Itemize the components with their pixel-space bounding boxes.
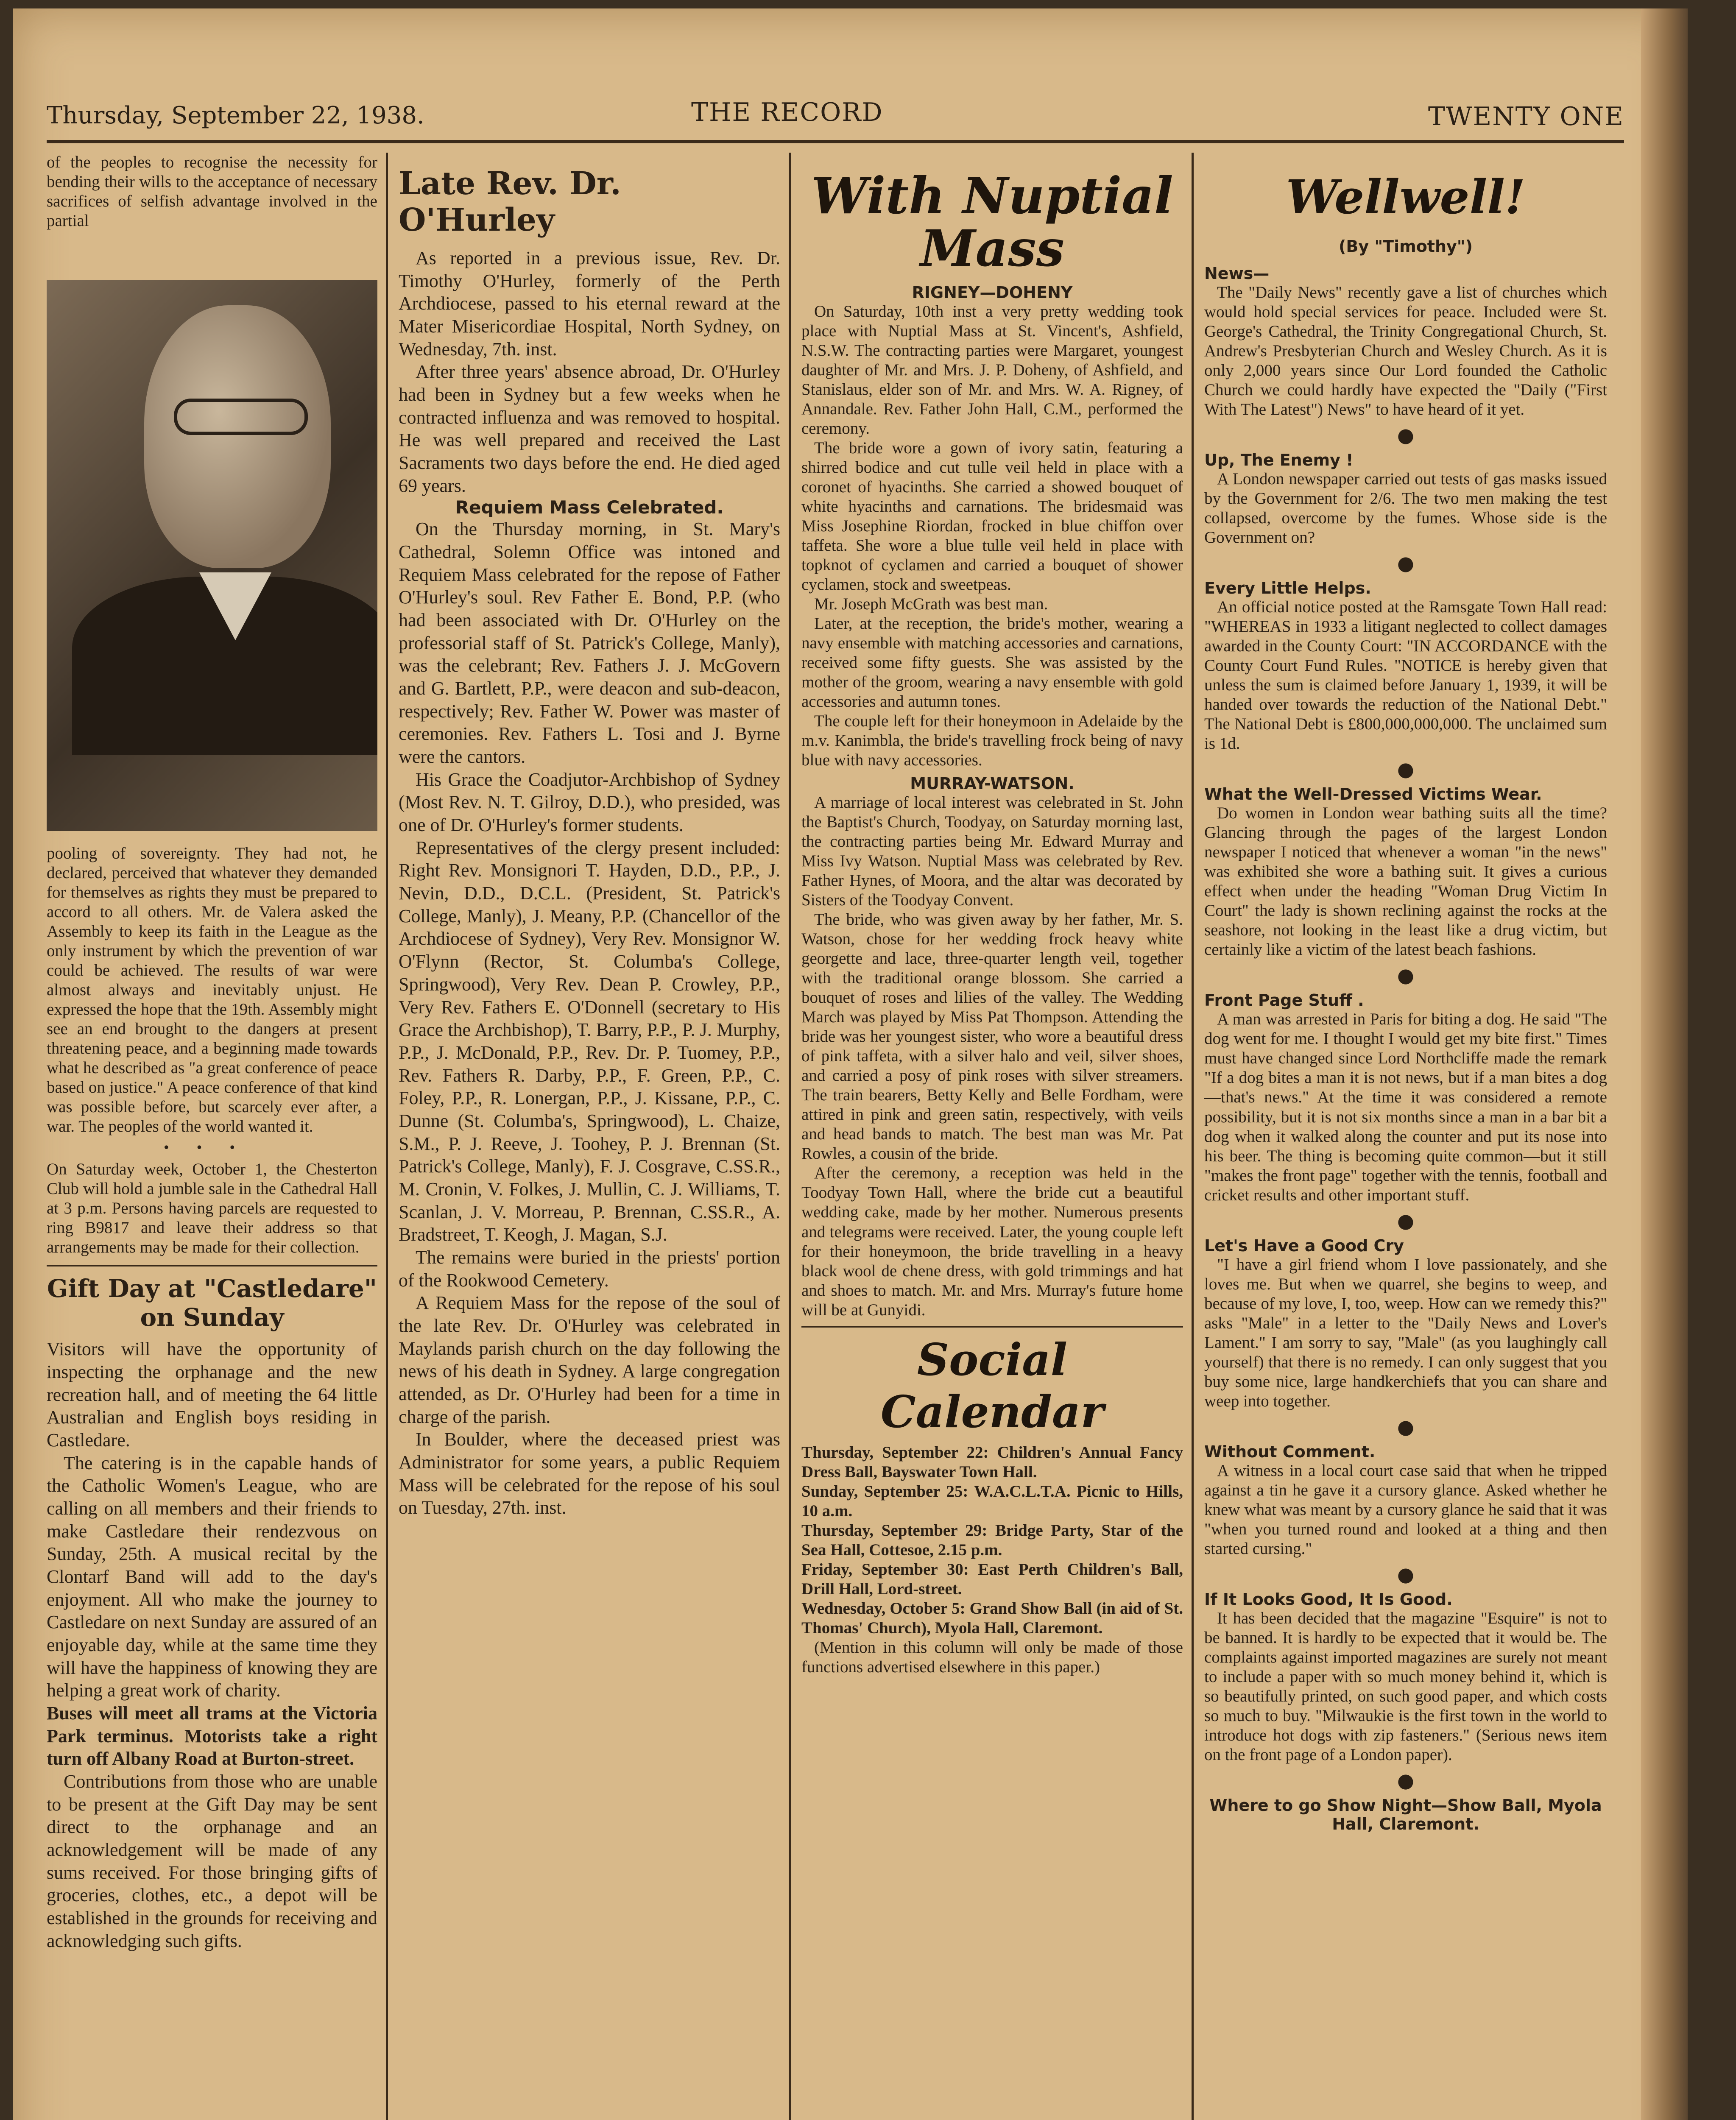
- wellwell-byline: (By "Timothy"): [1339, 237, 1473, 256]
- masthead-rule: [47, 140, 1624, 143]
- ohurley-text: His Grace the Coadjutor-Archbishop of Sydney (Most Rev. N. T. Gilroy, D.D.), who presided, was one of Dr. O'Hurley's former students.: [399, 769, 780, 836]
- gift-day-text: Contributions from those who are unable to be present at the Gift Day may be sent direct to the orphanage and an acknowledgement will be made of any sums received. For those bringing gifts of groceries, clothes, etc., a depot will be established in the grounds for receiving and acknowledging such gifts.: [47, 1771, 377, 1951]
- calendar-entry: Thursday, September 22: Children's Annual Fancy Dress Ball, Bayswater Town Hall.: [801, 1443, 1183, 1481]
- bullet-divider: ●: [1397, 424, 1415, 447]
- column-4: [1204, 165, 1607, 1833]
- nuptial-mass-headline: With Nuptial Mass: [811, 166, 1173, 278]
- wellwell-text: A London newspaper carried out tests of gas masks issued by the Government for 2/6. The two men making the test collapsed, overcome by the fumes. Whose side is the Government on?: [1204, 470, 1607, 547]
- wellwell-text: "I have a girl friend whom I love passionately, and she loves me. But when we quarrel, she begins to weep, and because of my love, I, too, weep. How can we remedy this?" asks "Male" in a letter to the "Daily News and Lover's Lament." I am sorry to say, "Male" (as you laughingly call yourself) that there is no remedy. I can only suggest that you buy some nice, large handkerchiefs that you can share and weep into together.: [1204, 1255, 1607, 1410]
- column-1: [47, 153, 377, 231]
- gift-day-headline: Gift Day at "Castledare": [47, 1274, 377, 1303]
- wellwell-text: The "Daily News" recently gave a list of churches which would hold special services for peace. Included were St. George's Cathedral, the Trinity Congregational Church, St. Andrew's Presbyterian Church and Wesley Church. As it is only 2,000 years since Our Lord founded the Catholic Church we could hardly have expected the "Daily ("First With The Latest") News" to have heard of it yet.: [1204, 283, 1607, 419]
- calendar-entry: Friday, September 30: East Perth Children's Ball, Drill Hall, Lord-street.: [801, 1560, 1183, 1598]
- article-text: of the peoples to recognise the necessity for bending their wills to the acceptance of necessary sacrifices of selfish advantage involved in the partial: [47, 153, 377, 230]
- ohurley-text: Representatives of the clergy present included: Right Rev. Monsignori T. Hayden, D.D., P.P., J. Nevin, D.D., D.C.L. (President, St. Patrick's College, Manly), J. Meany, P.P. (Chancellor of the Archdiocese of Sydney), Very Rev. Monsignor W. O'Flynn (Rector, St. Columba's College, Springwood), Very Rev. Dean P. Crowley, P.P., Very Rev. Fathers E. O'Donnell (secretary to His Grace the Archbishop), T. Barry, P.P., P. J. Murphy, P.P., J. McDonald, P.P., Rev. Dr. P. Tuomey, P.P., Rev. Fathers R. Darby, P.P., F. Green, P.P., C. Foley, P.P., R. Lonergan, P.P., J. Kissane, P.P., C. Dunne (St. Columba's, Springwood), L. Chaize, S.M., P. J. Reeve, J. Toohey, P. J. Brennan (St. Patrick's College, Manly), F. J. Cosgrave, C.SS.R., M. Cronin, V. Folkes, J. Mullin, C. J. Williams, T. Scanlan, J. V. Morreau, P. Brennan, C.SS.R., A. Bradstreet, T. Keogh, J. Magan, S.J.: [399, 837, 780, 1245]
- wellwell-subhead: Front Page Stuff .: [1204, 991, 1364, 1010]
- wedding-text: After the ceremony, a reception was held in the Toodyay Town Hall, where the bride cut a beautiful wedding cake, made by her mother. Numerous presents and telegrams were received. Later, the young couple left for their honeymoon, the bride travelling in a heavy black wool de chene dress, with gold trimmings and hat and shoes to match. Mr. and Mrs. Murray's future home will be at Gunyidi.: [801, 1164, 1183, 1319]
- column-rule-3: [1192, 153, 1194, 2120]
- gift-day-text: Visitors will have the opportunity of inspecting the orphanage and the new recreation hall, and of meeting the 64 little Australian and English boys residing in Castledare.: [47, 1339, 377, 1451]
- wellwell-subhead: What the Well-Dressed Victims Wear.: [1204, 785, 1542, 804]
- portrait-photo: [47, 280, 377, 831]
- bullet-divider: ●: [1397, 1209, 1415, 1232]
- calendar-entry: Thursday, September 29: Bridge Party, Star of the Sea Hall, Cottesoe, 2.15 p.m.: [801, 1521, 1183, 1559]
- column-3: [801, 165, 1183, 1677]
- gift-day-text: The catering is in the capable hands of the Catholic Women's League, who are calling on all members and their friends to make Castledare their rendezvous on Sunday, 25th. A musical recital by the Clontarf Band will add to the day's enjoyment. All who make the journey to Castledare on next Sunday are assured of an enjoyable day, while at the same time they will have the happiness of knowing they are helping a great work of charity.: [47, 1452, 377, 1701]
- ohurley-text: On the Thursday morning, in St. Mary's Cathedral, Solemn Office was intoned and Requiem Mass celebrated for the repose of Father O'Hurley's soul. Rev Father E. Bond, P.P. (who had been associated with Dr. O'Hurley on the professorial staff of St. Patrick's College, Manly), was the celebrant; Rev. Fathers J. J. McGovern and G. Bartlett, P.P., were deacon and sub-deacon, respectively; Rev. Father W. Power was master of ceremonies. Rev. Fathers L. Tosi and J. Byrne were the cantors.: [399, 519, 780, 767]
- wedding-text: Mr. Joseph McGrath was best man.: [814, 595, 1048, 614]
- masthead: [47, 85, 1624, 136]
- wellwell-footer: Where to go Show Night—Show Ball, Myola Hall, Claremont.: [1209, 1796, 1602, 1833]
- ohurley-text: After three years' absence abroad, Dr. O'Hurley had been in Sydney but a few weeks when he contracted influenza and was removed to hospital. He was well prepared and received the Last Sacraments two days before the end. He died aged 69 years.: [399, 361, 780, 496]
- wedding-text: Later, at the reception, the bride's mother, wearing a navy ensemble with matching accessories and carnations, received some fifty guests. She was assisted by the mother of the groom, wearing a navy ensemble with gold accessories and autumn tones.: [801, 614, 1183, 711]
- bullet-divider: ●: [1397, 1769, 1415, 1792]
- wedding-text: The bride wore a gown of ivory satin, featuring a shirred bodice and cut tulle veil held in place with a coronet of hyacinths. She carried a showed bouquet of white hyacinths and carnations. The bridesmaid was Miss Josephine Riordan, frocked in blue chiffon over taffeta. She wore a blue tulle veil held in place with topknot of cyclamen and carried a bouquet of shower cyclamen, stock and sweetpeas.: [801, 438, 1183, 594]
- wellwell-subhead: If It Looks Good, It Is Good.: [1204, 1590, 1453, 1609]
- wellwell-headline: Wellwell!: [1286, 170, 1526, 224]
- wedding-subhead: MURRAY-WATSON.: [910, 774, 1075, 793]
- gift-day-text: Buses will meet all trams at the Victoria Park terminus. Motorists take a right turn off Albany Road at Burton-street.: [47, 1703, 377, 1769]
- portrait-head: [144, 305, 331, 568]
- column-1-lower: [47, 844, 377, 1952]
- notice-text: On Saturday week, October 1, the Chesterton Club will hold a jumble sale in the Cathedral Hall at 3 p.m. Persons having parcels are requested to ring B9817 and leave their address so that arrangements may be made for their collection.: [47, 1160, 377, 1257]
- wellwell-subhead: Up, The Enemy !: [1204, 451, 1354, 470]
- wedding-subhead: RIGNEY—DOHENY: [912, 283, 1073, 302]
- wellwell-text: Do women in London wear bathing suits all the time? Glancing through the pages of the largest London newspaper I noticed that whenever a woman "in the news" was exhibited she wore a bathing suit. It gives a curious effect when under the heading "Woman Drug Victim In Court" the lady is shown reclining against the rocks at the seashore, not looking in the least like a drug victim, but certainly like a victim of the latest beach fashions.: [1204, 804, 1607, 959]
- column-2: [399, 165, 780, 1519]
- column-rule-1: [386, 153, 388, 2120]
- masthead-page-number: TWENTY ONE: [1428, 102, 1624, 131]
- bullet-divider: ●: [1397, 964, 1415, 987]
- social-calendar-headline: Social Calendar: [880, 1333, 1104, 1438]
- wedding-text: A marriage of local interest was celebrated in St. John the Baptist's Church, Toodyay, on Saturday morning last, the contracting parties being Mr. Edward Murray and Miss Ivy Watson. Nuptial Mass was celebrated by Rev. Father Hynes, of Moora, and the altar was decorated by Sisters of the Toodyay Convent.: [801, 793, 1183, 909]
- ohurley-subhead: Requiem Mass Celebrated.: [455, 497, 724, 518]
- column-rule-2: [789, 153, 791, 2120]
- bullet-divider: ●: [1397, 758, 1415, 781]
- section-rule: [47, 1265, 377, 1266]
- calendar-note: (Mention in this column will only be made of those functions advertised elsewhere in this paper.): [801, 1638, 1183, 1676]
- ohurley-headline: Late Rev. Dr. O'Hurley: [399, 165, 621, 238]
- section-rule: [801, 1326, 1183, 1328]
- masthead-title: THE RECORD: [691, 98, 883, 127]
- calendar-entry: Sunday, September 25: W.A.C.L.T.A. Picnic to Hills, 10 a.m.: [801, 1482, 1183, 1520]
- portrait-glasses: [174, 399, 308, 435]
- wellwell-subhead: Without Comment.: [1204, 1442, 1376, 1461]
- wellwell-text: An official notice posted at the Ramsgate Town Hall read: "WHEREAS in 1933 a litigant neglected to collect damages awarded in the County Court: "IN ACCORDANCE with the County Court Fund Rules. "NOTICE is hereby given that unless the sum is claimed before January 1, 1939, it will be handed over towards the reduction of the National Debt." The National Debt is £800,000,000,000. The unclaimed sum is 1d.: [1204, 598, 1607, 753]
- gift-day-headline-2: on Sunday: [140, 1303, 284, 1332]
- bullet-divider: ●: [1397, 1562, 1415, 1586]
- newspaper-page: [13, 8, 1688, 2120]
- bullet-divider: ●: [1397, 552, 1415, 575]
- ohurley-text: A Requiem Mass for the repose of the soul of the late Rev. Dr. O'Hurley was celebrated in Maylands parish church on the day following the news of his death in Sydney. A large congregation attended, as Dr. O'Hurley had been for a time in charge of the parish.: [399, 1292, 780, 1427]
- wellwell-text: A witness in a local court case said that when he tripped against a tin he gave it a cursory glance. Asked whether he knew what was meant by a cursory glance he said that it was "when you turned round and looked at a thing and then started cursing.": [1204, 1461, 1607, 1558]
- divider-dots: •••: [162, 1141, 262, 1156]
- wedding-text: The bride, who was given away by her father, Mr. S. Watson, chose for her wedding frock heavy white georgette and lace, three-quarter length veil, together with the traditional orange blossom. She carried a bouquet of roses and lilies of the valley. The Wedding March was played by Miss Pat Thompson. Attending the bride was her youngest sister, who wore a beautiful dress of pink taffeta, with a silver halo and veil, silver shoes, and carried a posy of pink roses with silver streamers. The train bearers, Betty Kelly and Belle Fordham, were attired in pink and green satin, respectively, with veils and head bands to match. The best man was Mr. Pat Rowles, a cousin of the bride.: [801, 910, 1183, 1163]
- wedding-text: On Saturday, 10th inst a very pretty wedding took place with Nuptial Mass at St. Vincent's, Ashfield, N.S.W. The contracting parties were Margaret, youngest daughter of Mr. and Mrs. J. P. Doheny, of Ashfield, and Stanislaus, elder son of Mr. and Mrs. W. A. Rigney, of Annandale. Rev. Father John Hall, C.M., performed the ceremony.: [801, 302, 1183, 438]
- masthead-date: Thursday, September 22, 1938.: [47, 102, 424, 129]
- ohurley-text: In Boulder, where the deceased priest was Administrator for some years, a public Requiem Mass will be celebrated for the repose of his soul on Tuesday, 27th. inst.: [399, 1429, 780, 1518]
- wellwell-text: A man was arrested in Paris for biting a dog. He said "The dog went for me. I thought I would get my bite first." Times must have changed since Lord Northcliffe made the remark "If a dog bites a man it is not news, but if a man bites a dog—that's news." At the time it was considered a remote possibility, but it is not six months since a man in a bar bit a dog when it walked along the counter and put its nose into his beer. The thing is becoming quite common—but it still "makes the front page" together with the tennis, football and cricket results and other important stuff.: [1204, 1010, 1607, 1204]
- bullet-divider: ●: [1397, 1415, 1415, 1438]
- ohurley-text: The remains were buried in the priests' portion of the Rookwood Cemetery.: [399, 1247, 780, 1291]
- wellwell-subhead: Every Little Helps.: [1204, 579, 1371, 598]
- wellwell-text: It has been decided that the magazine "Esquire" is not to be banned. It is hardly to be expected that it would be. The complaints against imported magazines are surely not meant to include a paper with so much money behind it, which is so beautifully printed, on such good paper, and which costs so much to buy. "Milwaukie is the first town in the world to introduce hot dogs with zip fasteners." (Serious news item on the front page of a London paper).: [1204, 1609, 1607, 1764]
- article-text: pooling of sovereignty. They had not, he declared, perceived that whatever they demanded for themselves as rights they must be prepared to accord to all others. Mr. de Valera asked the Assembly to keep its faith in the League as the only instrument by which the prevention of war could be achieved. The results of war were almost always and inevitably unjust. He expressed the hope that the 19th. Assembly might see an end brought to the dangers at present threatening peace, and a beginning made towards what he described as "a great conference of peace based on justice." A peace conference of that kind was possible before, but scarcely ever after, a war. The peoples of the world wanted it.: [47, 844, 377, 1136]
- page-binding: [1641, 8, 1688, 2120]
- wellwell-subhead: News—: [1204, 264, 1270, 283]
- wellwell-subhead: Let's Have a Good Cry: [1204, 1236, 1404, 1255]
- wedding-text: The couple left for their honeymoon in Adelaide by the m.v. Kanimbla, the bride's travelling frock being of navy blue with navy accessories.: [801, 712, 1183, 770]
- ohurley-text: As reported in a previous issue, Rev. Dr. Timothy O'Hurley, formerly of the Perth Archdiocese, passed to his eternal reward at the Mater Misericordiae Hospital, North Sydney, on Wednesday, 7th. inst.: [399, 248, 780, 360]
- calendar-entry: Wednesday, October 5: Grand Show Ball (in aid of St. Thomas' Church), Myola Hall, Claremont.: [801, 1599, 1183, 1637]
